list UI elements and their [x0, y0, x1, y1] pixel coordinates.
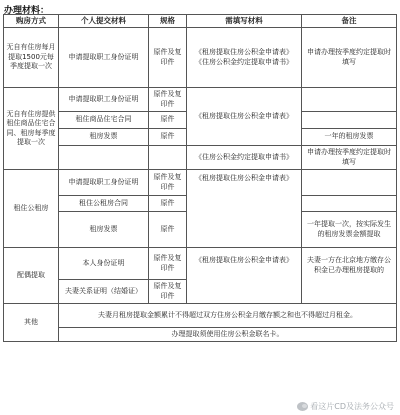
header-material: 个人提交材料 — [59, 15, 149, 28]
table-header-row — [4, 15, 397, 28]
note-cell: 夫妻一方在北京地方缴存公积金已办理租房提取的 — [302, 248, 397, 304]
material-cell: 申请提取职工身份证明 — [59, 28, 149, 88]
method-cell: 无自有住房提供租住商品住宅合同、租房每季度提取一次 — [4, 88, 59, 170]
form-cell: 《租房提取住房公积金申请表》 — [187, 248, 302, 304]
material-cell: 夫妻关系证明（结婚证） — [59, 280, 149, 304]
wechat-icon — [297, 402, 308, 411]
spec-cell: 原件 — [149, 112, 187, 129]
page-heading: 办理材料： — [4, 6, 50, 16]
table-row — [4, 170, 397, 196]
note-cell — [302, 88, 397, 112]
form-cell: 《租房提取住房公积金申请表》 《住房公积金约定提取申请书》 — [187, 28, 302, 88]
table-row — [4, 146, 397, 170]
spec-cell: 原件及复印件 — [149, 280, 187, 304]
note-cell: 申请办理按季度约定提取时填写 — [302, 28, 397, 88]
spec-cell: 原件及复印件 — [149, 28, 187, 88]
note-cell: 申请办理按季度约定提取时填写 — [302, 146, 397, 170]
method-cell: 租住公租房 — [4, 170, 59, 248]
material-cell: 租住公租房合同 — [59, 196, 149, 212]
spec-cell: 原件 — [149, 196, 187, 212]
other-line: 夫妻月租房提取金额累计不得超过双方住房公积金月缴存额之和也不得超过月租金。 — [59, 304, 397, 328]
header-note: 备注 — [302, 15, 397, 28]
material-cell: 申请提取职工身份证明 — [59, 170, 149, 196]
spec-cell: 原件 — [149, 212, 187, 248]
spec-cell: 原件及复印件 — [149, 170, 187, 196]
method-cell: 其他 — [4, 304, 59, 342]
other-line: 办理提取须使用住房公积金联名卡。 — [59, 328, 397, 342]
table-row — [4, 28, 397, 88]
spec-cell: 原件及复印件 — [149, 88, 187, 112]
table-row — [4, 304, 397, 328]
form-cell: 《租房提取住房公积金申请表》 — [187, 170, 302, 248]
material-cell — [59, 146, 149, 170]
header-spec: 规格 — [149, 15, 187, 28]
spec-cell — [149, 146, 187, 170]
note-cell — [302, 112, 397, 129]
header-form: 需填写材料 — [187, 15, 302, 28]
method-cell: 无自有住房每月提取1500元每季度提取一次 — [4, 28, 59, 88]
table-row — [4, 88, 397, 112]
table-row — [4, 328, 397, 342]
material-cell: 租住商品住宅合同 — [59, 112, 149, 129]
material-cell: 租房发票 — [59, 212, 149, 248]
spec-cell: 原件 — [149, 129, 187, 146]
watermark-text: 看这片CD及法务公众号 — [310, 402, 394, 411]
materials-table — [3, 14, 397, 342]
note-cell: 一年提取一次，按实际发生的租房发票金额提取 — [302, 212, 397, 248]
spec-cell: 原件及复印件 — [149, 248, 187, 280]
watermark — [297, 401, 394, 412]
material-cell: 本人身份证明 — [59, 248, 149, 280]
material-cell: 租房发票 — [59, 129, 149, 146]
form-cell: 《住房公积金约定提取申请书》 — [187, 146, 302, 170]
note-cell — [302, 196, 397, 212]
note-cell: 一年的租房发票 — [302, 129, 397, 146]
material-cell: 申请提取职工身份证明 — [59, 88, 149, 112]
note-cell — [302, 170, 397, 196]
form-cell: 《租房提取住房公积金申请表》 — [187, 88, 302, 146]
header-method: 购房方式 — [4, 15, 59, 28]
table-row — [4, 248, 397, 280]
method-cell: 配偶提取 — [4, 248, 59, 304]
